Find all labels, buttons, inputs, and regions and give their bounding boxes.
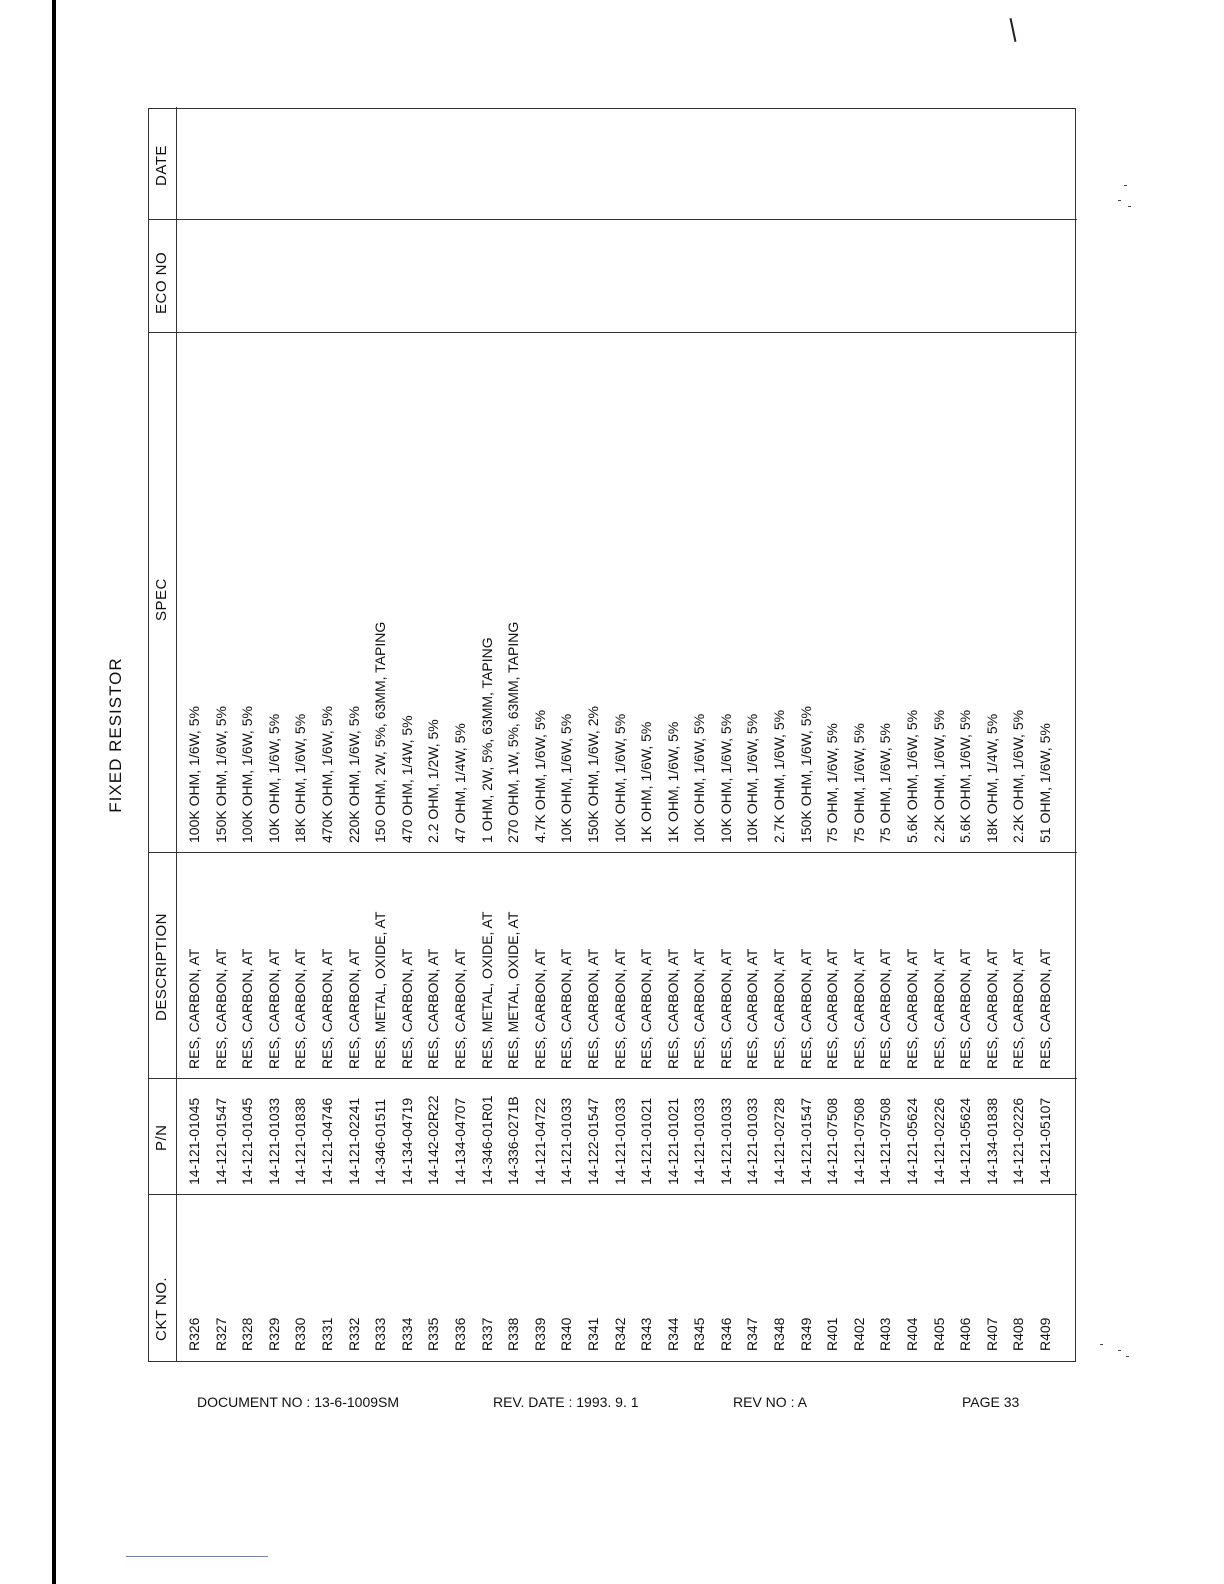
table-row — [581, 107, 608, 1361]
scan-speck — [1124, 185, 1127, 186]
cell-ckt-no: R347 — [744, 1317, 761, 1351]
table-row — [315, 107, 342, 1361]
cell-description: RES, CARBON, AT — [983, 948, 1000, 1069]
cell-ckt-no: R401 — [824, 1317, 841, 1351]
cell-pn: 14-121-04746 — [318, 1097, 335, 1185]
table-row — [980, 107, 1007, 1361]
header-description: DESCRIPTION — [153, 912, 170, 1021]
page-number: PAGE 33 — [962, 1394, 1020, 1410]
header-spec: SPEC — [153, 578, 170, 621]
cell-spec: 2.7K OHM, 1/6W, 5% — [771, 709, 788, 843]
scan-speck — [1128, 206, 1131, 207]
cell-pn: 14-121-01033 — [611, 1097, 628, 1185]
cell-description: RES, CARBON, AT — [1037, 948, 1053, 1069]
parts-table — [148, 108, 1076, 1362]
cell-pn: 14-121-05624 — [957, 1097, 974, 1185]
cell-pn: 14-134-04707 — [451, 1097, 468, 1185]
cell-pn: 14-121-01033 — [691, 1097, 708, 1185]
table-row — [714, 107, 741, 1361]
header-divider — [176, 107, 177, 1361]
cell-ckt-no: R348 — [771, 1317, 788, 1351]
cell-ckt-no: R329 — [265, 1317, 282, 1351]
cell-description: RES, METAL, OXIDE, AT — [505, 911, 522, 1069]
cell-spec: 10K OHM, 1/6W, 5% — [691, 713, 708, 843]
cell-ckt-no: R402 — [850, 1317, 867, 1351]
scan-speck — [1118, 1350, 1121, 1351]
cell-description: RES, CARBON, AT — [265, 948, 282, 1069]
cell-ckt-no: R406 — [957, 1317, 974, 1351]
cell-description: RES, METAL, OXIDE, AT — [478, 911, 495, 1069]
cell-pn: 14-142-02R22 — [425, 1095, 442, 1185]
cell-description: RES, CARBON, AT — [451, 948, 468, 1069]
table-row — [1006, 107, 1033, 1361]
table-row — [342, 107, 369, 1361]
cell-pn: 14-121-01033 — [717, 1097, 734, 1185]
cell-pn: 14-121-01838 — [292, 1097, 309, 1185]
cell-spec: 18K OHM, 1/4W, 5% — [983, 713, 1000, 843]
cell-description: RES, CARBON, AT — [717, 948, 734, 1069]
cell-pn: 14-121-02728 — [771, 1097, 788, 1185]
cell-spec: 150K OHM, 1/6W, 5% — [212, 706, 229, 843]
cell-spec: 470K OHM, 1/6W, 5% — [318, 706, 335, 843]
revision-number: REV NO : A — [733, 1394, 807, 1410]
cell-description: RES, CARBON, AT — [398, 948, 415, 1069]
cell-description: RES, METAL, OXIDE, AT — [372, 911, 389, 1069]
table-row — [262, 107, 289, 1361]
document-number: DOCUMENT NO : 13-6-1009SM — [197, 1394, 400, 1410]
cell-pn: 14-121-01033 — [558, 1097, 575, 1185]
header-eco-no: ECO NO — [153, 251, 170, 314]
cell-ckt-no: R334 — [398, 1317, 415, 1351]
header-ckt-no: CKT NO. — [153, 1276, 170, 1341]
table-row — [873, 107, 900, 1361]
cell-ckt-no: R327 — [212, 1317, 229, 1351]
table-row — [767, 107, 794, 1361]
table-row — [927, 107, 954, 1361]
cell-pn: 14-121-01547 — [797, 1097, 814, 1185]
table-row — [209, 107, 236, 1361]
cell-pn: 14-121-01021 — [638, 1097, 655, 1185]
cell-description: RES, CARBON, AT — [239, 948, 256, 1069]
cell-pn: 14-121-07508 — [877, 1097, 894, 1185]
page-title: FIXED RESISTOR — [106, 657, 125, 813]
cell-pn: 14-336-0271B — [505, 1096, 522, 1185]
cell-ckt-no: R344 — [664, 1317, 681, 1351]
cell-ckt-no: R409 — [1037, 1317, 1053, 1351]
header-pn: P/N — [153, 1124, 170, 1151]
cell-pn: 14-121-02226 — [930, 1097, 947, 1185]
cell-description: RES, CARBON, AT — [212, 948, 229, 1069]
left-binding-bar — [52, 0, 56, 1584]
cell-pn: 14-121-01033 — [265, 1097, 282, 1185]
scan-speck — [1118, 200, 1121, 201]
cell-description: RES, CARBON, AT — [930, 948, 947, 1069]
cell-spec: 5.6K OHM, 1/6W, 5% — [957, 709, 974, 843]
cell-pn: 14-121-07508 — [824, 1097, 841, 1185]
header-date: DATE — [153, 145, 170, 186]
cell-ckt-no: R349 — [797, 1317, 814, 1351]
cell-spec: 47 OHM, 1/4W, 5% — [451, 723, 468, 843]
cell-description: RES, CARBON, AT — [797, 948, 814, 1069]
cell-spec: 470 OHM, 1/4W, 5% — [398, 715, 415, 843]
table-row — [900, 107, 927, 1361]
cell-spec: 220K OHM, 1/6W, 5% — [345, 706, 362, 843]
cell-spec: 75 OHM, 1/6W, 5% — [877, 723, 894, 843]
cell-ckt-no: R346 — [717, 1317, 734, 1351]
cell-description: RES, CARBON, AT — [425, 948, 442, 1069]
cell-pn: 14-121-01045 — [186, 1097, 202, 1185]
cell-pn: 14-121-01033 — [744, 1097, 761, 1185]
cell-pn: 14-134-04719 — [398, 1097, 415, 1185]
table-row — [448, 107, 475, 1361]
cell-ckt-no: R342 — [611, 1317, 628, 1351]
table-row — [847, 107, 874, 1361]
cell-spec: 150K OHM, 1/6W, 2% — [584, 706, 601, 843]
cell-ckt-no: R403 — [877, 1317, 894, 1351]
cell-spec: 10K OHM, 1/6W, 5% — [611, 713, 628, 843]
cell-ckt-no: R345 — [691, 1317, 708, 1351]
cell-pn: 14-121-01547 — [212, 1097, 229, 1185]
table-row — [608, 107, 635, 1361]
cell-ckt-no: R343 — [638, 1317, 655, 1351]
cell-spec: 75 OHM, 1/6W, 5% — [824, 723, 841, 843]
table-row — [820, 107, 847, 1361]
table-row — [953, 107, 980, 1361]
cell-description: RES, CARBON, AT — [691, 948, 708, 1069]
table-row — [740, 107, 767, 1361]
cell-spec: 10K OHM, 1/6W, 5% — [265, 713, 282, 843]
table-row — [368, 107, 395, 1361]
cell-ckt-no: R332 — [345, 1317, 362, 1351]
scan-speck — [1100, 1344, 1103, 1345]
cell-pn: 14-346-01511 — [372, 1098, 389, 1185]
table-row — [501, 107, 528, 1361]
cell-description: RES, CARBON, AT — [318, 948, 335, 1069]
cell-pn: 14-121-07508 — [850, 1097, 867, 1185]
table-row — [235, 107, 262, 1361]
table-row — [528, 107, 555, 1361]
cell-pn: 14-121-05624 — [904, 1097, 921, 1185]
cell-ckt-no: R339 — [531, 1317, 548, 1351]
rotated-table-area — [106, 108, 1076, 1362]
cell-pn: 14-134-01838 — [983, 1097, 1000, 1185]
cell-spec: 2.2 OHM, 1/2W, 5% — [425, 719, 442, 843]
cell-ckt-no: R330 — [292, 1317, 309, 1351]
cell-spec: 270 OHM, 1W, 5%, 63MM, TAPING — [505, 621, 522, 843]
cell-spec: 18K OHM, 1/6W, 5% — [292, 713, 309, 843]
cell-spec: 1 OHM, 2W, 5%, 63MM, TAPING — [478, 637, 495, 843]
table-row — [687, 107, 714, 1361]
cell-spec: 100K OHM, 1/6W, 5% — [186, 706, 202, 843]
table-row — [421, 107, 448, 1361]
cell-spec: 2.2K OHM, 1/6W, 5% — [930, 709, 947, 843]
cell-ckt-no: R328 — [239, 1317, 256, 1351]
cell-spec: 75 OHM, 1/6W, 5% — [850, 723, 867, 843]
cell-ckt-no: R331 — [318, 1317, 335, 1351]
cell-pn: 14-121-04722 — [531, 1097, 548, 1185]
cell-ckt-no: R335 — [425, 1317, 442, 1351]
table-row — [661, 107, 688, 1361]
cell-ckt-no: R405 — [930, 1317, 947, 1351]
cell-description: RES, CARBON, AT — [584, 948, 601, 1069]
cell-description: RES, CARBON, AT — [638, 948, 655, 1069]
cell-pn: 14-121-01045 — [239, 1097, 256, 1185]
cell-description: RES, CARBON, AT — [1010, 948, 1027, 1069]
corner-mark — [1010, 18, 1017, 42]
cell-description: RES, CARBON, AT — [824, 948, 841, 1069]
cell-spec: 10K OHM, 1/6W, 5% — [744, 713, 761, 843]
cell-spec: 150 OHM, 2W, 5%, 63MM, TAPING — [372, 621, 389, 843]
cell-description: RES, CARBON, AT — [345, 948, 362, 1069]
cell-spec: 150K OHM, 1/6W, 5% — [797, 706, 814, 843]
cell-spec: 10K OHM, 1/6W, 5% — [717, 713, 734, 843]
cell-ckt-no: R337 — [478, 1317, 495, 1351]
table-row — [288, 107, 315, 1361]
cell-pn: 14-121-02226 — [1010, 1097, 1027, 1185]
cell-description: RES, CARBON, AT — [664, 948, 681, 1069]
cell-description: RES, CARBON, AT — [611, 948, 628, 1069]
cell-pn: 14-122-01547 — [584, 1097, 601, 1185]
bottom-rule — [126, 1556, 268, 1557]
table-row — [634, 107, 661, 1361]
cell-ckt-no: R341 — [584, 1317, 601, 1351]
table-row — [475, 107, 502, 1361]
cell-description: RES, CARBON, AT — [904, 948, 921, 1069]
cell-spec: 10K OHM, 1/6W, 5% — [558, 713, 575, 843]
cell-description: RES, CARBON, AT — [558, 948, 575, 1069]
cell-spec: 51 OHM, 1/6W, 5% — [1037, 723, 1053, 843]
table-row — [182, 107, 209, 1361]
cell-spec: 1K OHM, 1/6W, 5% — [638, 721, 655, 843]
table-row — [395, 107, 422, 1361]
cell-description: RES, CARBON, AT — [850, 948, 867, 1069]
cell-spec: 100K OHM, 1/6W, 5% — [239, 706, 256, 843]
table-row — [554, 107, 581, 1361]
cell-pn: 14-121-02241 — [345, 1097, 362, 1185]
cell-ckt-no: R340 — [558, 1317, 575, 1351]
cell-spec: 1K OHM, 1/6W, 5% — [664, 721, 681, 843]
cell-spec: 2.2K OHM, 1/6W, 5% — [1010, 709, 1027, 843]
cell-pn: 14-121-01021 — [664, 1097, 681, 1185]
cell-ckt-no: R407 — [983, 1317, 1000, 1351]
table-landscape — [106, 108, 1076, 1362]
cell-ckt-no: R408 — [1010, 1317, 1027, 1351]
cell-ckt-no: R336 — [451, 1317, 468, 1351]
cell-description: RES, CARBON, AT — [957, 948, 974, 1069]
cell-ckt-no: R338 — [505, 1317, 522, 1351]
cell-description: RES, CARBON, AT — [771, 948, 788, 1069]
cell-description: RES, CARBON, AT — [877, 948, 894, 1069]
cell-ckt-no: R333 — [372, 1317, 389, 1351]
cell-ckt-no: R326 — [186, 1317, 202, 1351]
cell-ckt-no: R404 — [904, 1317, 921, 1351]
cell-description: RES, CARBON, AT — [744, 948, 761, 1069]
cell-pn: 14-121-05107 — [1037, 1097, 1053, 1185]
scan-speck — [1126, 1356, 1129, 1357]
table-row — [1033, 107, 1060, 1361]
table-row — [794, 107, 821, 1361]
table-body — [182, 107, 1060, 1361]
cell-spec: 5.6K OHM, 1/6W, 5% — [904, 709, 921, 843]
cell-description: RES, CARBON, AT — [186, 948, 202, 1069]
revision-date: REV. DATE : 1993. 9. 1 — [493, 1394, 639, 1410]
cell-description: RES, CARBON, AT — [292, 948, 309, 1069]
cell-spec: 4.7K OHM, 1/6W, 5% — [531, 709, 548, 843]
cell-description: RES, CARBON, AT — [531, 948, 548, 1069]
cell-pn: 14-346-01R01 — [478, 1095, 495, 1185]
